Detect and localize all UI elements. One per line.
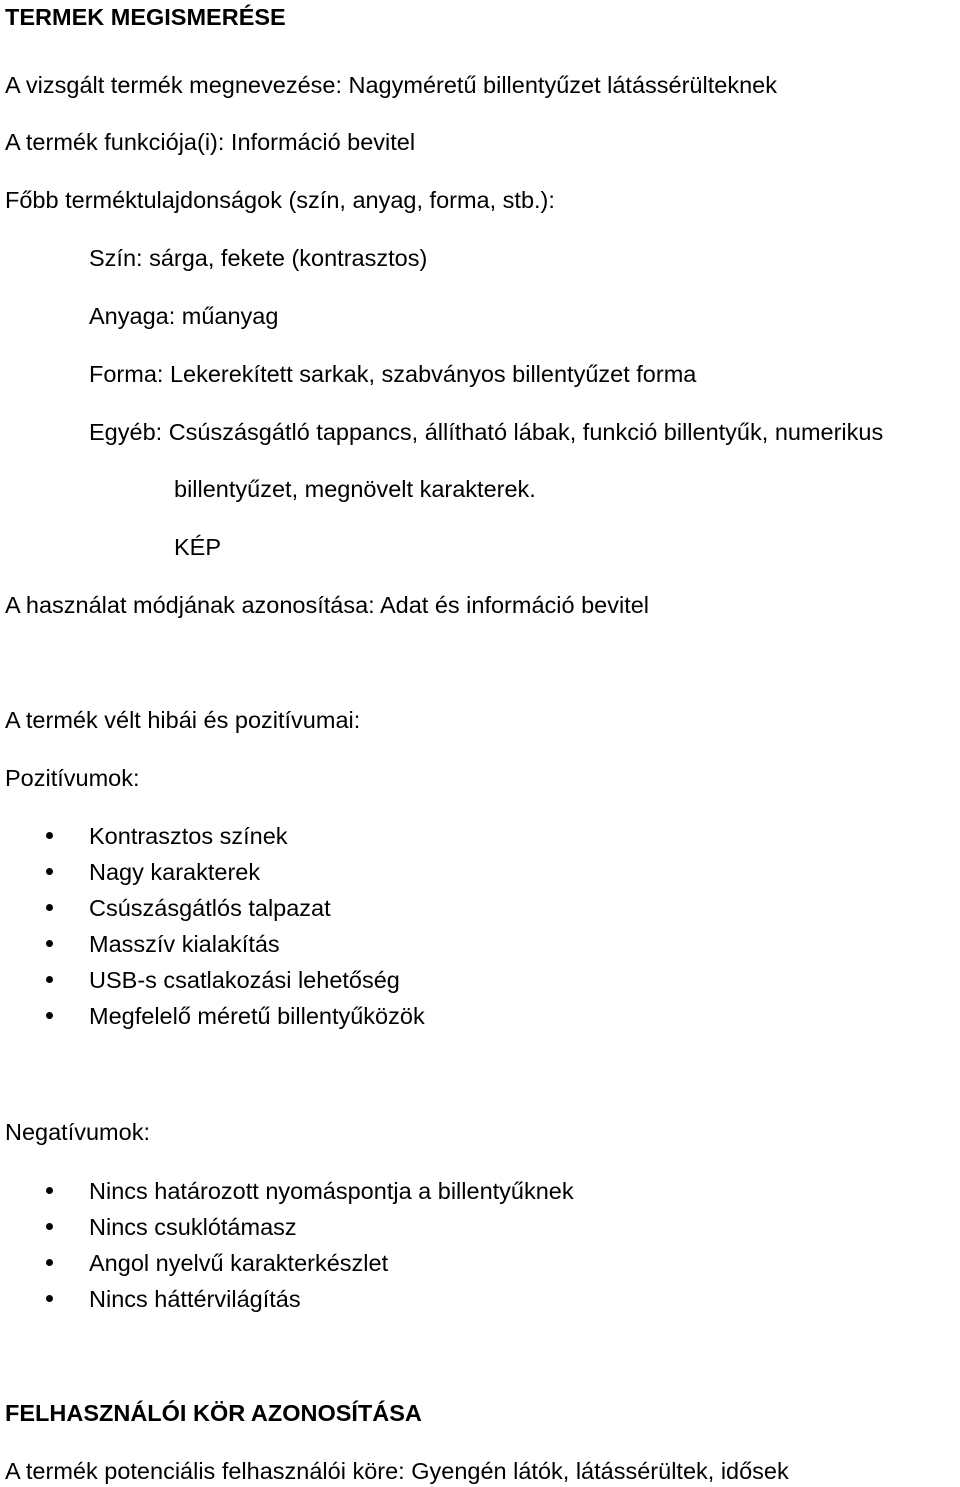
list-item-text: Csúszásgátlós talpazat: [89, 895, 331, 921]
product-function: A termék funkciója(i): Információ bevitel: [5, 129, 416, 155]
list-item-text: Nincs háttérvilágítás: [89, 1286, 301, 1312]
bullet-icon: [46, 1223, 53, 1230]
list-item-text: Masszív kialakítás: [89, 931, 280, 957]
bullet-icon: [46, 904, 53, 911]
property-shape: Forma: Lekerekített sarkak, szabványos billentyűzet forma: [89, 361, 697, 387]
potential-users: A termék potenciális felhasználói köre: Gyengén látók, látássérültek, idősek: [5, 1458, 789, 1484]
bullet-icon: [46, 1012, 53, 1019]
bullet-icon: [46, 976, 53, 983]
bullet-icon: [46, 832, 53, 839]
bullet-icon: [46, 1295, 53, 1302]
list-item-text: Megfelelő méretű billentyűközök: [89, 1003, 425, 1029]
product-name: A vizsgált termék megnevezése: Nagyméretű billentyűzet látássérülteknek: [5, 72, 777, 98]
list-item-text: Nagy karakterek: [89, 859, 261, 885]
bullet-icon: [46, 1259, 53, 1266]
bullet-icon: [46, 940, 53, 947]
image-placeholder: KÉP: [174, 534, 222, 560]
bullet-icon: [46, 868, 53, 875]
list-item-text: USB-s csatlakozási lehetőség: [89, 967, 400, 993]
property-color: Szín: sárga, fekete (kontrasztos): [89, 245, 428, 271]
bullet-icon: [46, 1187, 53, 1194]
list-item-text: Nincs csuklótámasz: [89, 1214, 297, 1240]
property-material: Anyaga: műanyag: [89, 303, 279, 329]
list-item-text: Angol nyelvű karakterkészlet: [89, 1250, 389, 1276]
list-item-text: Kontrasztos színek: [89, 823, 288, 849]
pros-cons-label: A termék vélt hibái és pozitívumai:: [5, 707, 361, 733]
property-other-continued: billentyűzet, megnövelt karakterek.: [174, 476, 536, 502]
positives-label: Pozitívumok:: [5, 765, 140, 791]
negatives-label: Negatívumok:: [5, 1119, 150, 1145]
usage-mode: A használat módjának azonosítása: Adat és információ bevitel: [5, 592, 650, 618]
property-other: Egyéb: Csúszásgátló tappancs, állítható lábak, funkció billentyűk, numerikus: [89, 419, 884, 445]
section-heading-product: TERMEK MEGISMERÉSE: [5, 4, 286, 30]
section-heading-users: FELHASZNÁLÓI KÖR AZONOSÍTÁSA: [5, 1400, 422, 1426]
properties-label: Főbb terméktulajdonságok (szín, anyag, forma, stb.):: [5, 187, 555, 213]
list-item-text: Nincs határozott nyomáspontja a billentyűknek: [89, 1178, 574, 1204]
